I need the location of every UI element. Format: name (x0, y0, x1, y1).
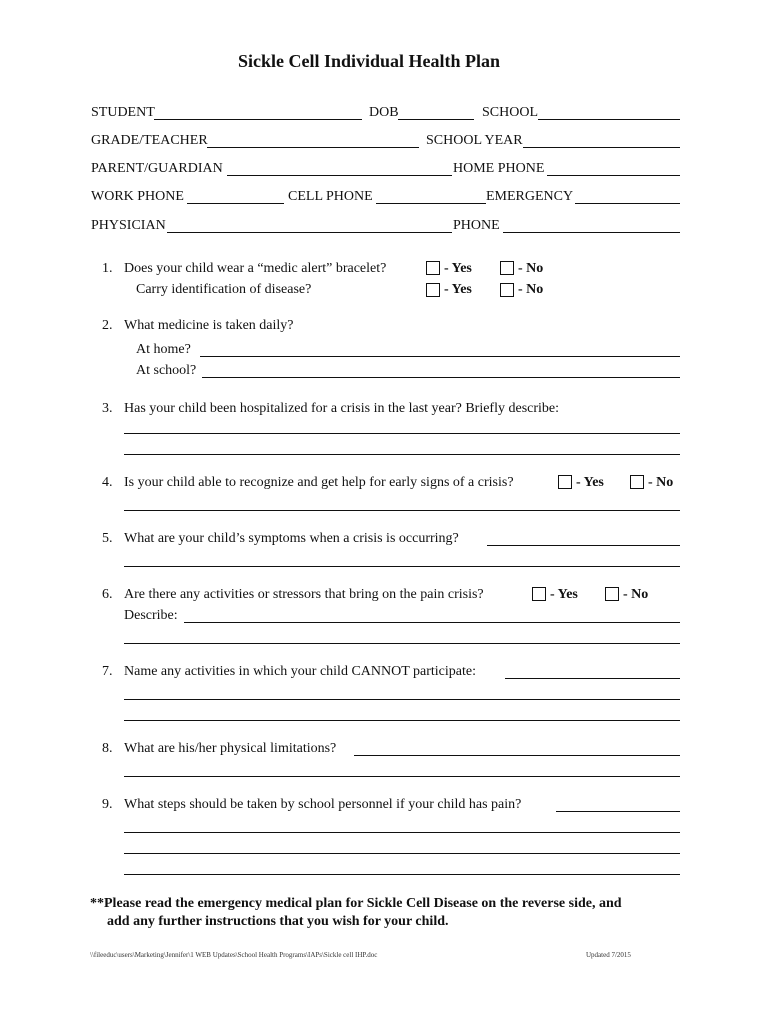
footer-file-path: \\fileeduc\users\Marketing\Jennifer\1 WEB Updates\School Health Programs\IAPs\Sickle cell IHP.doc (90, 951, 378, 959)
q6-yes-label: - Yes (550, 587, 578, 602)
q7-number: 7. (102, 664, 113, 679)
q8-answer-field[interactable] (354, 755, 680, 756)
work-phone-label: WORK PHONE (91, 189, 184, 204)
home-phone-field[interactable] (547, 175, 680, 176)
q6-text: Are there any activities or stressors that bring on the pain crisis? (124, 587, 484, 602)
work-phone-field[interactable] (187, 203, 284, 204)
q2-number: 2. (102, 318, 113, 333)
q7-answer-field[interactable] (505, 678, 680, 679)
q3-number: 3. (102, 401, 113, 416)
cell-phone-field[interactable] (376, 203, 486, 204)
q5-text: What are your child’s symptoms when a crisis is occurring? (124, 531, 459, 546)
q4-no-label: - No (648, 475, 674, 490)
q6-no-checkbox[interactable] (605, 587, 619, 601)
physician-field[interactable] (167, 232, 452, 233)
grade-teacher-label: GRADE/TEACHER (91, 133, 208, 148)
q1b-yes-label: - Yes (444, 282, 472, 297)
q4-yes-label: - Yes (576, 475, 604, 490)
q9-answer-line[interactable] (124, 853, 680, 854)
q5-answer-field[interactable] (487, 545, 680, 546)
q4-no-checkbox[interactable] (630, 475, 644, 489)
q6-describe-field[interactable] (184, 622, 680, 623)
q9-answer-line[interactable] (124, 874, 680, 875)
q1-text: Does your child wear a “medic alert” bracelet? (124, 261, 387, 276)
q8-answer-line[interactable] (124, 776, 680, 777)
school-field[interactable] (538, 119, 680, 120)
q4-text: Is your child able to recognize and get help for early signs of a crisis? (124, 475, 514, 490)
q9-answer-field[interactable] (556, 811, 680, 812)
q8-number: 8. (102, 741, 113, 756)
school-label: SCHOOL (482, 105, 539, 120)
q9-answer-line[interactable] (124, 832, 680, 833)
student-label: STUDENT (91, 105, 155, 120)
q7-answer-line[interactable] (124, 699, 680, 700)
q1b-yes-checkbox[interactable] (426, 283, 440, 297)
emergency-field[interactable] (575, 203, 680, 204)
emergency-label: EMERGENCY (486, 189, 574, 204)
q3-text: Has your child been hospitalized for a crisis in the last year? Briefly describe: (124, 401, 560, 416)
q1-yes-label: - Yes (444, 261, 472, 276)
q5-answer-line[interactable] (124, 566, 680, 567)
cell-phone-label: CELL PHONE (288, 189, 373, 204)
q1-yes-checkbox[interactable] (426, 261, 440, 275)
dob-field[interactable] (398, 119, 474, 120)
emergency-plan-note-continued: add any further instructions that you wish for your child. (107, 914, 449, 929)
q4-answer-line[interactable] (124, 510, 680, 511)
q2-home-field[interactable] (200, 356, 680, 357)
parent-guardian-label: PARENT/GUARDIAN (91, 161, 223, 176)
q6-yes-checkbox[interactable] (532, 587, 546, 601)
phone-field[interactable] (503, 232, 680, 233)
q1b-no-checkbox[interactable] (500, 283, 514, 297)
q6-no-label: - No (623, 587, 649, 602)
school-year-field[interactable] (523, 147, 680, 148)
q1-no-checkbox[interactable] (500, 261, 514, 275)
home-phone-label: HOME PHONE (453, 161, 545, 176)
phone-label: PHONE (453, 218, 500, 233)
q2-home-label: At home? (136, 342, 191, 357)
q9-number: 9. (102, 797, 113, 812)
q6-number: 6. (102, 587, 113, 602)
q2-school-label: At school? (136, 363, 197, 378)
q6-answer-line[interactable] (124, 643, 680, 644)
q1-no-label: - No (518, 261, 544, 276)
q2-school-field[interactable] (202, 377, 680, 378)
footer-updated: Updated 7/2015 (586, 951, 631, 959)
grade-teacher-field[interactable] (207, 147, 419, 148)
student-field[interactable] (154, 119, 362, 120)
physician-label: PHYSICIAN (91, 218, 166, 233)
page-title: Sickle Cell Individual Health Plan (238, 51, 501, 71)
q6-describe-label: Describe: (124, 608, 178, 623)
dob-label: DOB (369, 105, 399, 120)
school-year-label: SCHOOL YEAR (426, 133, 523, 148)
emergency-plan-note: **Please read the emergency medical plan for Sickle Cell Disease on the reverse side, and (90, 896, 622, 911)
q3-answer-line[interactable] (124, 454, 680, 455)
q2-text: What medicine is taken daily? (124, 318, 294, 333)
q8-text: What are his/her physical limitations? (124, 741, 337, 756)
parent-guardian-field[interactable] (227, 175, 452, 176)
q5-number: 5. (102, 531, 113, 546)
q4-yes-checkbox[interactable] (558, 475, 572, 489)
q7-text: Name any activities in which your child CANNOT participate: (124, 664, 476, 679)
q7-answer-line[interactable] (124, 720, 680, 721)
q1-sub-text: Carry identification of disease? (136, 282, 312, 297)
q1b-no-label: - No (518, 282, 544, 297)
q1-number: 1. (102, 261, 113, 276)
q9-text: What steps should be taken by school personnel if your child has pain? (124, 797, 522, 812)
q4-number: 4. (102, 475, 113, 490)
q3-answer-line[interactable] (124, 433, 680, 434)
